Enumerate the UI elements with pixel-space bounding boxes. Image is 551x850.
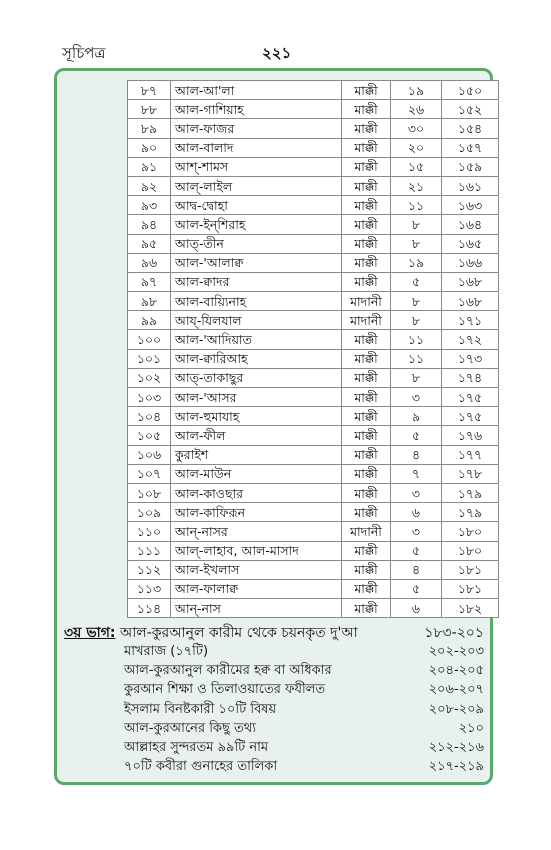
revelation-type: মাক্কী <box>342 253 391 272</box>
part-3-pages: ১৮৩-২০১ <box>424 625 484 641</box>
surah-name: আন্-নাসর <box>171 522 342 541</box>
table-row <box>128 541 499 560</box>
table-row <box>128 579 499 598</box>
surah-name: আল-হুমাযাহ <box>171 407 342 426</box>
table-row <box>128 368 499 387</box>
table-row <box>128 100 499 119</box>
entry-pages: ২১০ <box>458 720 484 736</box>
revelation-type: মাক্কী <box>342 541 391 560</box>
surah-number: ১০৬ <box>128 445 171 464</box>
entry-title: আল-কুরআনের কিছু তথ্য <box>124 720 256 736</box>
ayah-count: ২৬ <box>391 100 442 119</box>
running-head <box>62 42 502 64</box>
list-item <box>124 719 484 738</box>
surah-name: আয্-যিলযাল <box>171 311 342 330</box>
page-ref: ১৬৩ <box>442 196 499 215</box>
surah-name: আল-'আদিয়াত <box>171 330 342 349</box>
page-ref: ১৭১ <box>442 311 499 330</box>
surah-number: ১১০ <box>128 522 171 541</box>
page-number: ২২১ <box>262 44 292 62</box>
table-row <box>128 234 499 253</box>
surah-number: ১০২ <box>128 368 171 387</box>
surah-name: আত্-তীন <box>171 234 342 253</box>
table-row <box>128 253 499 272</box>
list-item <box>124 661 484 680</box>
table-row <box>128 388 499 407</box>
ayah-count: ১১ <box>391 330 442 349</box>
page-ref: ১৭৪ <box>442 368 499 387</box>
table-row <box>128 215 499 234</box>
table-row <box>128 311 499 330</box>
revelation-type: মাক্কী <box>342 368 391 387</box>
surah-name: আল-ইখলাস <box>171 560 342 579</box>
table-row <box>128 81 499 100</box>
ayah-count: ১১ <box>391 349 442 368</box>
table-row <box>128 119 499 138</box>
table-row <box>128 272 499 291</box>
ayah-count: ৬ <box>391 599 442 618</box>
table-row <box>128 330 499 349</box>
ayah-count: ৫ <box>391 272 442 291</box>
page-ref: ১৭৫ <box>442 407 499 426</box>
surah-name: আল-বায়্যিনাহ <box>171 292 342 311</box>
table-row <box>128 599 499 618</box>
surah-number: ১০১ <box>128 349 171 368</box>
surah-name: আল-বালাদ <box>171 138 342 157</box>
revelation-type: মাক্কী <box>342 349 391 368</box>
page-ref: ১৭২ <box>442 330 499 349</box>
surah-number: ৮৯ <box>128 119 171 138</box>
page-ref: ১৭৫ <box>442 388 499 407</box>
surah-number: ১১৪ <box>128 599 171 618</box>
table-row <box>128 445 499 464</box>
surah-number: ১০৫ <box>128 426 171 445</box>
list-item <box>124 738 484 757</box>
extras-list <box>124 642 484 776</box>
page-ref: ১৭৬ <box>442 426 499 445</box>
revelation-type: মাক্কী <box>342 176 391 195</box>
surah-name: আল্-লাহাব, আল-মাসাদ <box>171 541 342 560</box>
ayah-count: ৪ <box>391 445 442 464</box>
surah-name: আল-ক্বারিআহ <box>171 349 342 368</box>
page-ref: ১৮২ <box>442 599 499 618</box>
table-row <box>128 407 499 426</box>
ayah-count: ২০ <box>391 138 442 157</box>
surah-number: ১০৯ <box>128 503 171 522</box>
page-ref: ১৬৫ <box>442 234 499 253</box>
surah-number: ৯৮ <box>128 292 171 311</box>
ayah-count: ৩০ <box>391 119 442 138</box>
surah-table <box>127 80 499 618</box>
ayah-count: ৩ <box>391 522 442 541</box>
surah-name: আল-কাফিরূন <box>171 503 342 522</box>
revelation-type: মাক্কী <box>342 157 391 176</box>
page-ref: ১৮০ <box>442 541 499 560</box>
ayah-count: ৮ <box>391 292 442 311</box>
surah-number: ১১১ <box>128 541 171 560</box>
page-ref: ১৬৪ <box>442 215 499 234</box>
surah-name: আল-ক্বাদর <box>171 272 342 291</box>
surah-number: ১১৩ <box>128 579 171 598</box>
revelation-type: মাক্কী <box>342 483 391 502</box>
ayah-count: ৮ <box>391 215 442 234</box>
table-row <box>128 483 499 502</box>
table-row <box>128 176 499 195</box>
surah-name: আল-ফাজর <box>171 119 342 138</box>
surah-name: আত্-তাকাছুর <box>171 368 342 387</box>
revelation-type: মাক্কী <box>342 81 391 100</box>
surah-name: আল-গাশিয়াহ <box>171 100 342 119</box>
revelation-type: মাক্কী <box>342 560 391 579</box>
ayah-count: ৮ <box>391 368 442 387</box>
table-row <box>128 503 499 522</box>
revelation-type: মাদানী <box>342 292 391 311</box>
page-ref: ১৬১ <box>442 176 499 195</box>
ayah-count: ৫ <box>391 541 442 560</box>
surah-number: ৯৯ <box>128 311 171 330</box>
surah-number: ৮৮ <box>128 100 171 119</box>
page-ref: ১৭৩ <box>442 349 499 368</box>
table-row <box>128 560 499 579</box>
ayah-count: ১১ <box>391 196 442 215</box>
revelation-type: মাক্কী <box>342 196 391 215</box>
section-title: সূচিপত্র <box>62 44 106 62</box>
page-ref: ১৫০ <box>442 81 499 100</box>
surah-name: আল-'আলাক্ব <box>171 253 342 272</box>
ayah-count: ২১ <box>391 176 442 195</box>
list-item <box>124 680 484 699</box>
revelation-type: মাক্কী <box>342 100 391 119</box>
revelation-type: মাক্কী <box>342 503 391 522</box>
revelation-type: মাক্কী <box>342 330 391 349</box>
page-ref: ১৫৪ <box>442 119 499 138</box>
entry-pages: ২০৬-২০৭ <box>428 682 484 698</box>
table-row <box>128 464 499 483</box>
page-ref: ১৫৯ <box>442 157 499 176</box>
page-ref: ১৭৭ <box>442 445 499 464</box>
page-ref: ১৬৬ <box>442 253 499 272</box>
table-row <box>128 157 499 176</box>
surah-name: আল-ফীল <box>171 426 342 445</box>
surah-number: ১০৩ <box>128 388 171 407</box>
entry-pages: ২১৭-২১৯ <box>428 759 484 775</box>
revelation-type: মাক্কী <box>342 388 391 407</box>
list-item <box>124 642 484 661</box>
surah-number: ৯০ <box>128 138 171 157</box>
entry-pages: ২০৮-২০৯ <box>428 701 484 717</box>
surah-number: ১০৭ <box>128 464 171 483</box>
page-ref: ১৭৮ <box>442 464 499 483</box>
surah-number: ৯৬ <box>128 253 171 272</box>
revelation-type: মাক্কী <box>342 579 391 598</box>
page-ref: ১৭৯ <box>442 483 499 502</box>
surah-name: আল্-লাইল <box>171 176 342 195</box>
surah-name: আল-ফালাক্ব <box>171 579 342 598</box>
table-row <box>128 349 499 368</box>
surah-name: আন্-নাস <box>171 599 342 618</box>
surah-number: ৯৩ <box>128 196 171 215</box>
page-ref: ১৬৮ <box>442 292 499 311</box>
page-ref: ১৫৭ <box>442 138 499 157</box>
revelation-type: মাক্কী <box>342 272 391 291</box>
revelation-type: মাক্কী <box>342 138 391 157</box>
page-ref: ১৮১ <box>442 579 499 598</box>
ayah-count: ১৯ <box>391 253 442 272</box>
ayah-count: ৮ <box>391 234 442 253</box>
surah-number: ১০৮ <box>128 483 171 502</box>
revelation-type: মাক্কী <box>342 215 391 234</box>
table-row <box>128 426 499 445</box>
surah-name: আল-ইন্‌শিরাহ <box>171 215 342 234</box>
surah-number: ৯৭ <box>128 272 171 291</box>
table-row <box>128 138 499 157</box>
page-ref: ১৫২ <box>442 100 499 119</box>
revelation-type: মাক্কী <box>342 234 391 253</box>
ayah-count: ৮ <box>391 311 442 330</box>
surah-name: আল-মাউন <box>171 464 342 483</box>
surah-name: আল-'আসর <box>171 388 342 407</box>
ayah-count: ৭ <box>391 464 442 483</box>
ayah-count: ১৯ <box>391 81 442 100</box>
part-3-label: ৩য় ভাগ: <box>64 625 116 641</box>
revelation-type: মাক্কী <box>342 119 391 138</box>
surah-name: আল-আ'লা <box>171 81 342 100</box>
surah-number: ৯৫ <box>128 234 171 253</box>
page-ref: ১৮০ <box>442 522 499 541</box>
ayah-count: ১৫ <box>391 157 442 176</box>
table-row <box>128 196 499 215</box>
surah-number: ৯১ <box>128 157 171 176</box>
surah-number: ১০৪ <box>128 407 171 426</box>
surah-number: ৯২ <box>128 176 171 195</box>
entry-title: ইসলাম বিনষ্টকারী ১০টি বিষয় <box>124 701 277 717</box>
entry-pages: ২১২-২১৬ <box>428 739 484 755</box>
surah-number: ৮৭ <box>128 81 171 100</box>
surah-name: আল-কাওছার <box>171 483 342 502</box>
table-row <box>128 292 499 311</box>
surah-name: আদ্ব-দ্বোহা <box>171 196 342 215</box>
page-ref: ১৬৮ <box>442 272 499 291</box>
revelation-type: মাক্কী <box>342 445 391 464</box>
list-item <box>124 700 484 719</box>
ayah-count: ৪ <box>391 560 442 579</box>
ayah-count: ৬ <box>391 503 442 522</box>
entry-title: কুরআন শিক্ষা ও তিলাওয়াতের ফযীলত <box>124 682 326 698</box>
entry-pages: ২০৪-২০৫ <box>428 663 484 679</box>
revelation-type: মাদানী <box>342 311 391 330</box>
revelation-type: মাক্কী <box>342 426 391 445</box>
ayah-count: ৩ <box>391 388 442 407</box>
entry-title: মাখরাজ (১৭টি) <box>124 644 209 659</box>
page-ref: ১৭৯ <box>442 503 499 522</box>
revelation-type: মাক্কী <box>342 599 391 618</box>
surah-name: আশ্-শামস <box>171 157 342 176</box>
entry-pages: ২০২-২০৩ <box>428 644 484 659</box>
surah-name: কুরাইশ <box>171 445 342 464</box>
ayah-count: ৩ <box>391 483 442 502</box>
surah-number: ১০০ <box>128 330 171 349</box>
table-row <box>128 522 499 541</box>
ayah-count: ৯ <box>391 407 442 426</box>
revelation-type: মাদানী <box>342 522 391 541</box>
part-3-title: আল-কুরআনুল কারীম থেকে চয়নকৃত দু'আ <box>119 625 358 641</box>
surah-number: ৯৪ <box>128 215 171 234</box>
entry-title: আল-কুরআনুল কারীমের হক্ব বা অধিকার <box>124 663 332 679</box>
revelation-type: মাক্কী <box>342 464 391 483</box>
list-item <box>124 757 484 776</box>
entry-title: ৭০টি কবীরা গুনাহের তালিকা <box>124 759 278 775</box>
ayah-count: ৫ <box>391 426 442 445</box>
surah-table-body <box>128 81 499 618</box>
surah-number: ১১২ <box>128 560 171 579</box>
page-ref: ১৮১ <box>442 560 499 579</box>
revelation-type: মাক্কী <box>342 407 391 426</box>
ayah-count: ৫ <box>391 579 442 598</box>
entry-title: আল্লাহর সুন্দরতম ৯৯টি নাম <box>124 739 269 755</box>
